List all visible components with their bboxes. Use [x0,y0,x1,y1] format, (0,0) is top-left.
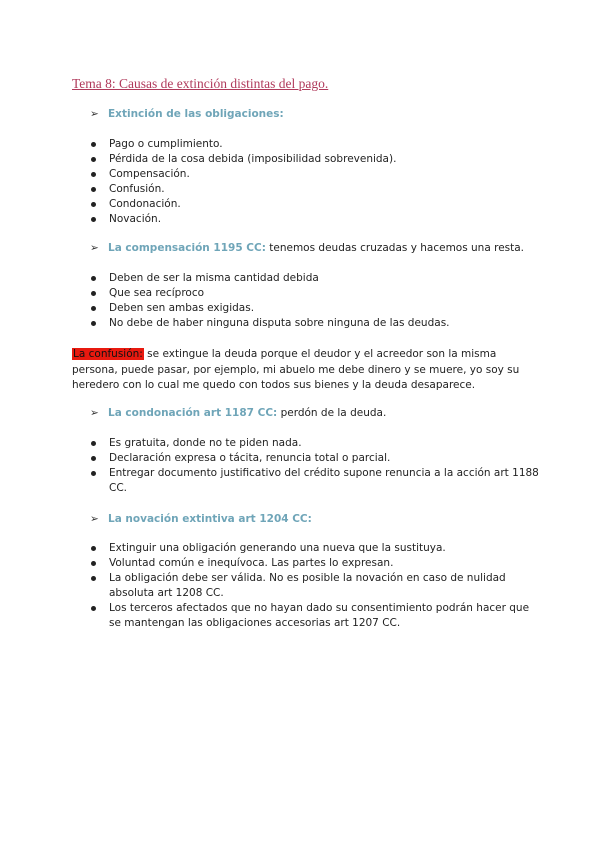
bullet-dot-icon [91,291,96,296]
list-item-text: Condonación. [109,198,181,210]
section-heading-condonacion [90,407,386,419]
bullet-dot-icon [91,576,96,581]
arrow-bullet-icon: ➢ [90,108,99,120]
list-item [90,301,540,316]
arrow-bullet-icon: ➢ [90,513,99,525]
confusion-paragraph [72,347,532,394]
list-item-text: Es gratuita, donde no te piden nada. [109,437,302,449]
list-item-text: Voluntad común e inequívoca. Las partes lo expresan. [109,557,394,569]
bullet-dot-icon [91,217,96,222]
list-item [90,556,540,571]
page-title: Tema 8: Causas de extinción distintas del pago. [72,76,329,91]
list-item-text: Compensación. [109,168,190,180]
list-item [90,152,540,167]
list-item-text: Extinguir una obligación generando una nueva que la sustituya. [109,542,446,554]
list-item-text: Pago o cumplimiento. [109,138,223,150]
list-item [90,466,540,496]
bullet-dot-icon [91,546,96,551]
list-item [90,167,540,182]
list-item-text: Deben de ser la misma cantidad debida [109,272,319,284]
section-heading-novacion [90,513,312,525]
section-title: Extinción de las obligaciones: [108,108,284,120]
bullet-dot-icon [91,321,96,326]
paragraph-text: se extingue la deuda porque el deudor y el acreedor son la misma persona, puede pasar, por ejemplo, mi abuelo me debe dinero y se muere, yo soy su heredero con lo cual me quedo con todos sus bienes y la deuda desaparece. [72,348,520,391]
bullet-dot-icon [91,606,96,611]
list-item [90,286,540,301]
section-title: La novación extintiva art 1204 CC: [108,513,312,525]
bullet-dot-icon [91,202,96,207]
section-text: tenemos deudas cruzadas y hacemos una resta. [265,242,525,254]
arrow-bullet-icon: ➢ [90,407,99,419]
bullet-dot-icon [91,471,96,476]
list-item [90,601,540,631]
list-item [90,271,540,286]
bullet-list-novacion [90,541,540,631]
section-title: La compensación 1195 CC: [108,242,266,254]
list-item [90,212,540,227]
arrow-bullet-icon: ➢ [90,242,99,254]
list-item [90,137,540,152]
bullet-dot-icon [91,172,96,177]
bullet-dot-icon [91,456,96,461]
bullet-dot-icon [91,441,96,446]
list-item [90,436,540,451]
section-heading-extincion [90,108,284,120]
list-item [90,182,540,197]
bullet-dot-icon [91,142,96,147]
list-item-text: No debe de haber ninguna disputa sobre ninguna de las deudas. [109,317,450,329]
bullet-dot-icon [91,187,96,192]
list-item-text: Los terceros afectados que no hayan dado su consentimiento podrán hacer que se mantengan las obligaciones accesorias art 1207 CC. [109,602,530,629]
bullet-dot-icon [91,306,96,311]
section-title: La condonación art 1187 CC: [108,407,278,419]
list-item [90,197,540,212]
section-heading-compensacion [90,242,524,254]
list-item [90,541,540,556]
list-item [90,451,540,466]
bullet-list-condonacion [90,436,540,496]
list-item [90,316,540,331]
section-text: perdón de la deuda. [277,407,387,419]
bullet-list-extincion [90,137,540,227]
bullet-dot-icon [91,561,96,566]
list-item-text: Declaración expresa o tácita, renuncia total o parcial. [109,452,391,464]
list-item-text: Pérdida de la cosa debida (imposibilidad sobrevenida). [109,153,397,165]
list-item-text: Deben sen ambas exigidas. [109,302,255,314]
list-item-text: La obligación debe ser válida. No es posible la novación en caso de nulidad absoluta art 1208 CC. [109,572,506,599]
bullet-dot-icon [91,276,96,281]
highlighted-term: La confusión: [73,348,143,360]
list-item-text: Confusión. [109,183,165,195]
list-item-text: Entregar documento justificativo del crédito supone renuncia a la acción art 1188 CC. [109,467,539,494]
list-item-text: Novación. [109,213,162,225]
bullet-dot-icon [91,157,96,162]
list-item [90,571,540,601]
list-item-text: Que sea recíproco [109,287,205,299]
bullet-list-compensacion [90,271,540,331]
